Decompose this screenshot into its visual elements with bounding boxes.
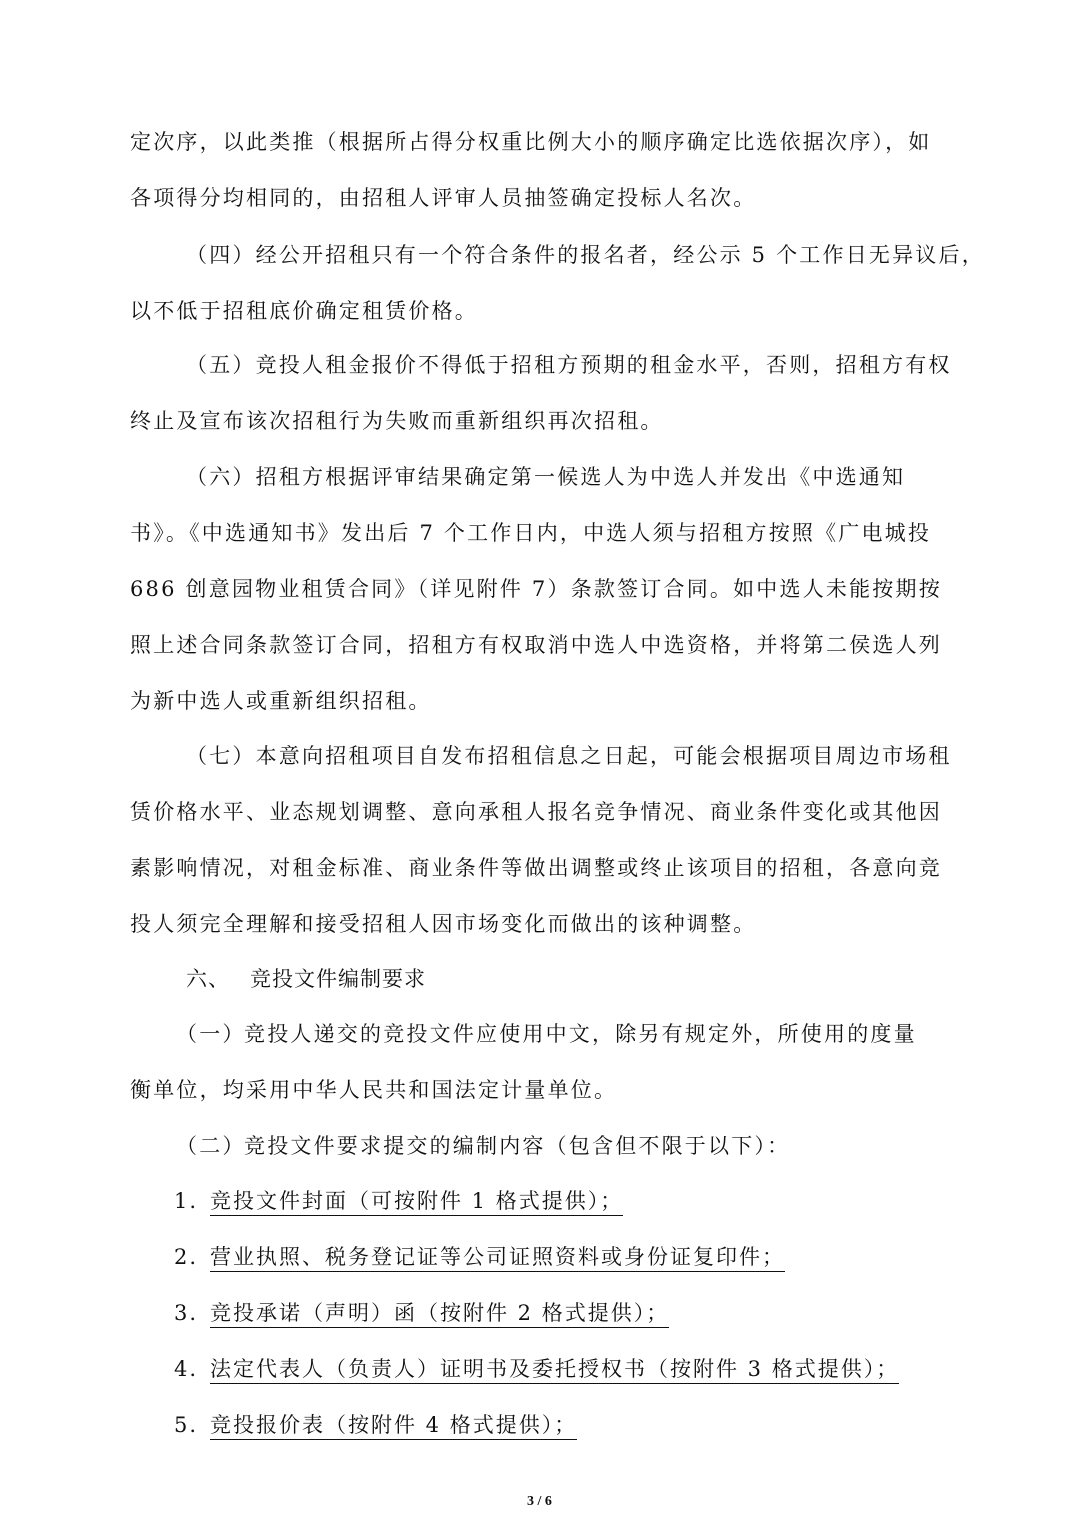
list-item (174, 1410, 577, 1440)
section-heading (186, 964, 1016, 994)
list-number: 4. (174, 1357, 199, 1381)
list-number: 1. (174, 1189, 199, 1213)
paragraph-line: 终止及宣布该次招租行为失败而重新组织再次招租。 (130, 409, 664, 433)
sub-text: 竞投文件要求提交的编制内容（包含但不限于以下）： (244, 1134, 791, 1158)
list-number: 5. (174, 1413, 199, 1437)
list-item (174, 1242, 785, 1272)
list-text: 营业执照、税务登记证等公司证照资料或身份证复印件； (210, 1245, 785, 1272)
list-text: 竞投承诺（声明）函（按附件 2 格式提供）； (210, 1301, 669, 1328)
paragraph-line: 照上述合同条款签订合同，招租方有权取消中选人中选资格，并将第二侯选人列 (130, 633, 942, 657)
list-text: 法定代表人（负责人）证明书及委托授权书（按附件 3 格式提供）； (210, 1357, 899, 1384)
paragraph-line: （七）本意向招租项目自发布招租信息之日起，可能会根据项目周边市场租 (186, 744, 952, 768)
paragraph-line: 素影响情况，对租金标准、商业条件等做出调整或终止该项目的招租，各意向竞 (130, 856, 942, 880)
paragraph-line: 书》。《中选通知书》发出后 7 个工作日内，中选人须与招租方按照《广电城投 (130, 521, 932, 545)
list-number: 3. (174, 1301, 199, 1325)
list-item (174, 1354, 899, 1384)
sub-lead: （二） (176, 1134, 246, 1158)
sub-text: 竞投人递交的竞投文件应使用中文，除另有规定外，所使用的度量 (244, 1022, 917, 1046)
sub-lead: （一） (176, 1022, 246, 1046)
paragraph-line: （六）招租方根据评审结果确定第一候选人为中选人并发出《中选通知 (186, 465, 906, 489)
paragraph-line: 赁价格水平、业态规划调整、意向承租人报名竞争情况、商业条件变化或其他因 (130, 800, 942, 824)
section-number: 六、 (186, 967, 230, 991)
list-text: 竞投报价表（按附件 4 格式提供）； (210, 1413, 577, 1440)
paragraph-line: 为新中选人或重新组织招租。 (130, 689, 432, 713)
paragraph-line: （四）经公开招租只有一个符合条件的报名者，经公示 5 个工作日无异议后， (186, 243, 985, 267)
paragraph-line: 投人须完全理解和接受招租人因市场变化而做出的该种调整。 (130, 912, 757, 936)
paragraph-line: 各项得分均相同的，由招租人评审人员抽签确定投标人名次。 (130, 186, 757, 210)
paragraph-line (176, 1019, 1006, 1049)
paragraph-line: 定次序，以此类推（根据所占得分权重比例大小的顺序确定比选依据次序），如 (130, 130, 932, 154)
section-title: 竞投文件编制要求 (250, 967, 426, 991)
list-number: 2. (174, 1245, 199, 1269)
list-text: 竞投文件封面（可按附件 1 格式提供）； (210, 1189, 623, 1216)
paragraph-line (176, 1131, 1006, 1161)
paragraph-line: （五）竞投人租金报价不得低于招租方预期的租金水平，否则，招租方有权 (186, 353, 952, 377)
list-item (174, 1186, 623, 1216)
paragraph-line: 以不低于招租底价确定租赁价格。 (130, 299, 478, 323)
page-number: 3 / 6 (527, 1494, 552, 1509)
list-item (174, 1298, 669, 1328)
paragraph-line: 686 创意园物业租赁合同》（详见附件 7）条款签订合同。如中选人未能按期按 (130, 577, 942, 601)
paragraph-line: 衡单位，均采用中华人民共和国法定计量单位。 (130, 1078, 618, 1102)
